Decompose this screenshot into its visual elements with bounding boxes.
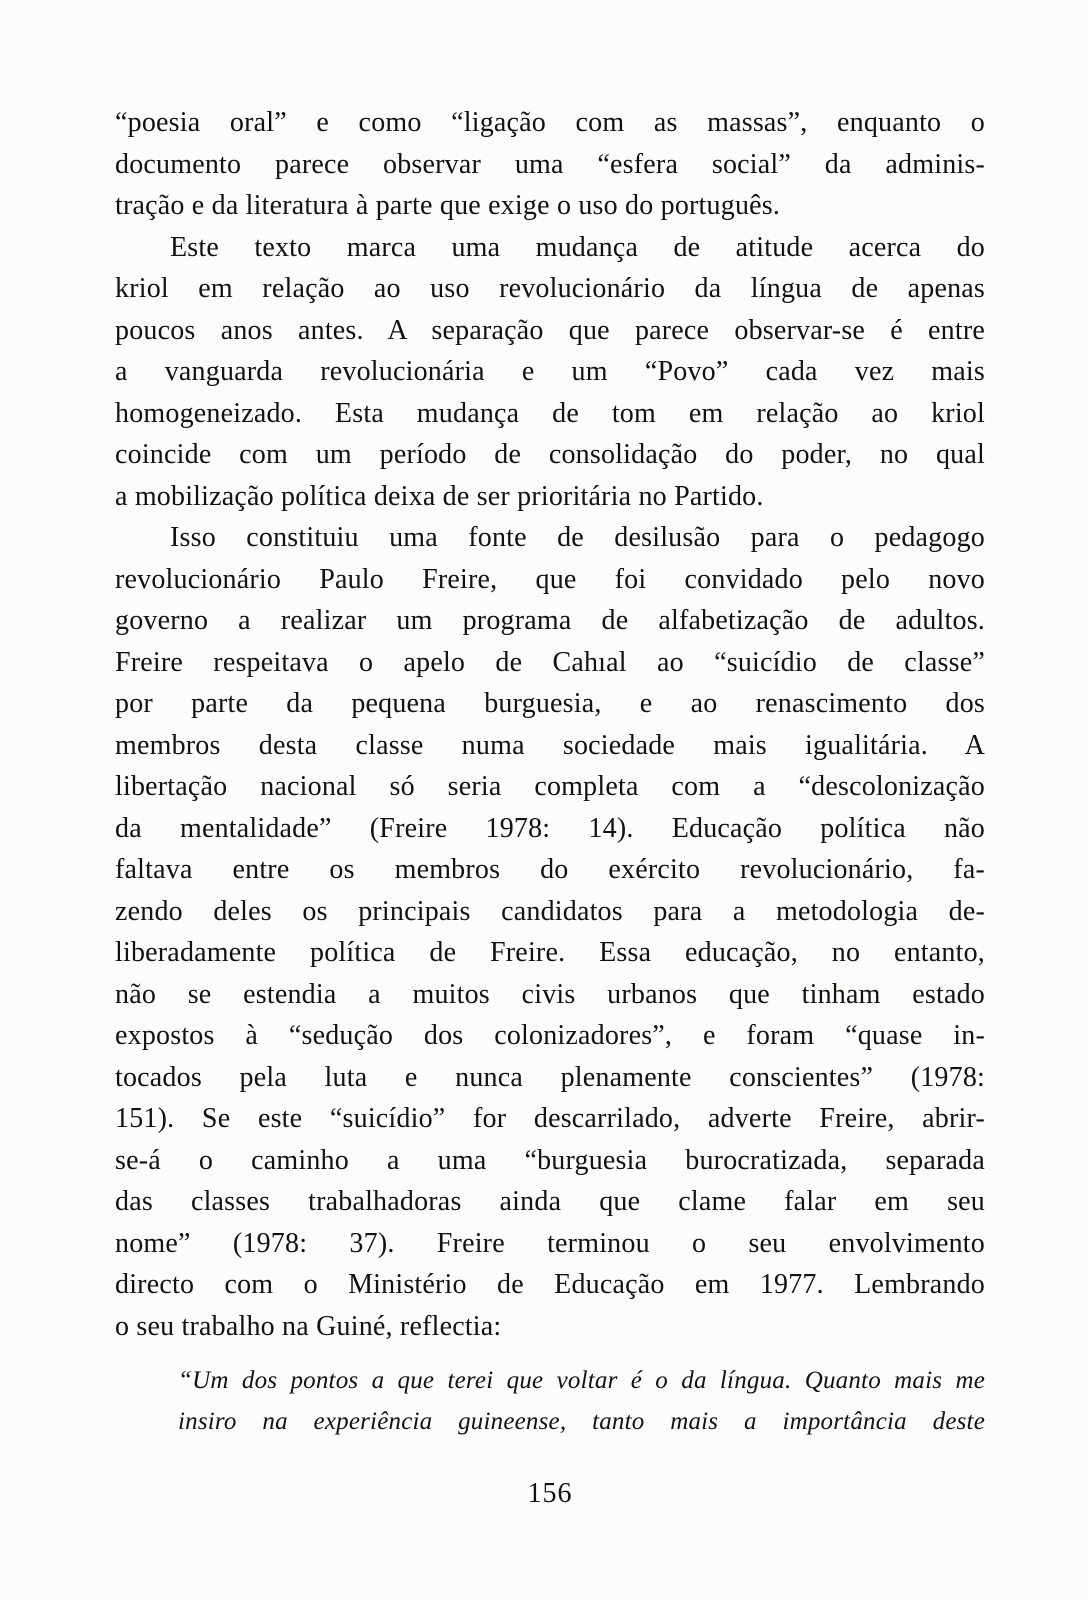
text-line: documento parece observar uma “esfera social” da adminis- — [115, 148, 985, 180]
text-line: não se estendia a muitos civis urbanos que tinham estado — [115, 978, 985, 1010]
text-line: homogeneizado. Esta mudança de tom em relação ao kriol — [115, 397, 985, 429]
text-line: directo com o Ministério de Educação em 1977. Lembrando — [115, 1269, 985, 1300]
text-line: a mobilização política deixa de ser prioritária no Partido. — [115, 480, 764, 512]
text-line: a vanguarda revolucionária e um “Povo” cada vez mais — [115, 356, 985, 387]
text-line: Este texto marca uma mudança de atitude acerca do — [170, 231, 985, 263]
text-line: o seu trabalho na Guiné, reflectia: — [115, 1310, 502, 1342]
text-line: tração e da literatura à parte que exige o uso do português. — [115, 190, 781, 221]
text-line: por parte da pequena burguesia, e ao renascimento dos — [115, 688, 985, 719]
text-line: Freire respeitava o apelo de Cahıal ao “suicídio de classe” — [115, 646, 985, 678]
text-line: 151). Se este “suicídio” for descarrilado, adverte Freire, abrir- — [115, 1103, 985, 1134]
text-line: Isso constituiu uma fonte de desilusão para o pedagogo — [170, 522, 985, 553]
text-line: faltava entre os membros do exército revolucionário, fa- — [115, 854, 985, 885]
text-line: liberadamente política de Freire. Essa educação, no entanto, — [115, 937, 985, 968]
text-line: libertação nacional só seria completa com a “descolonização — [115, 771, 985, 802]
text-line: revolucionário Paulo Freire, que foi convidado pelo novo — [115, 563, 985, 595]
text-line: zendo deles os principais candidatos para a metodologia de- — [115, 895, 985, 927]
text-line: se-á o caminho a uma “burguesia burocratizada, separada — [115, 1144, 985, 1176]
main-text-block — [115, 102, 985, 1442]
text-line: “poesia oral” e como “ligação com as massas”, enquanto o — [115, 107, 985, 138]
quote-line: insiro na experiência guineense, tanto mais a importância deste — [178, 1408, 985, 1435]
text-line: poucos anos antes. A separação que parece observar-se é entre — [115, 314, 985, 346]
text-line: kriol em relação ao uso revolucionário da língua de apenas — [115, 273, 985, 304]
text-line: nome” (1978: 37). Freire terminou o seu envolvimento — [115, 1227, 985, 1259]
text-line: coincide com um período de consolidação do poder, no qual — [115, 439, 985, 470]
text-line: expostos à “sedução dos colonizadores”, e foram “quase in- — [115, 1020, 985, 1051]
quote-line: “Um dos pontos a que terei que voltar é o da língua. Quanto mais me — [178, 1367, 985, 1394]
text-line: da mentalidade” (Freire 1978: 14). Educação política não — [115, 812, 985, 844]
text-line: governo a realizar um programa de alfabetização de adultos. — [115, 605, 985, 636]
text-line: membros desta classe numa sociedade mais igualitária. A — [115, 729, 985, 761]
text-line: tocados pela luta e nunca plenamente conscientes” (1978: — [115, 1061, 985, 1093]
block-quote — [178, 1360, 985, 1442]
page-number: 156 — [527, 1478, 573, 1509]
text-line: das classes trabalhadoras ainda que clame falar em seu — [115, 1186, 985, 1217]
